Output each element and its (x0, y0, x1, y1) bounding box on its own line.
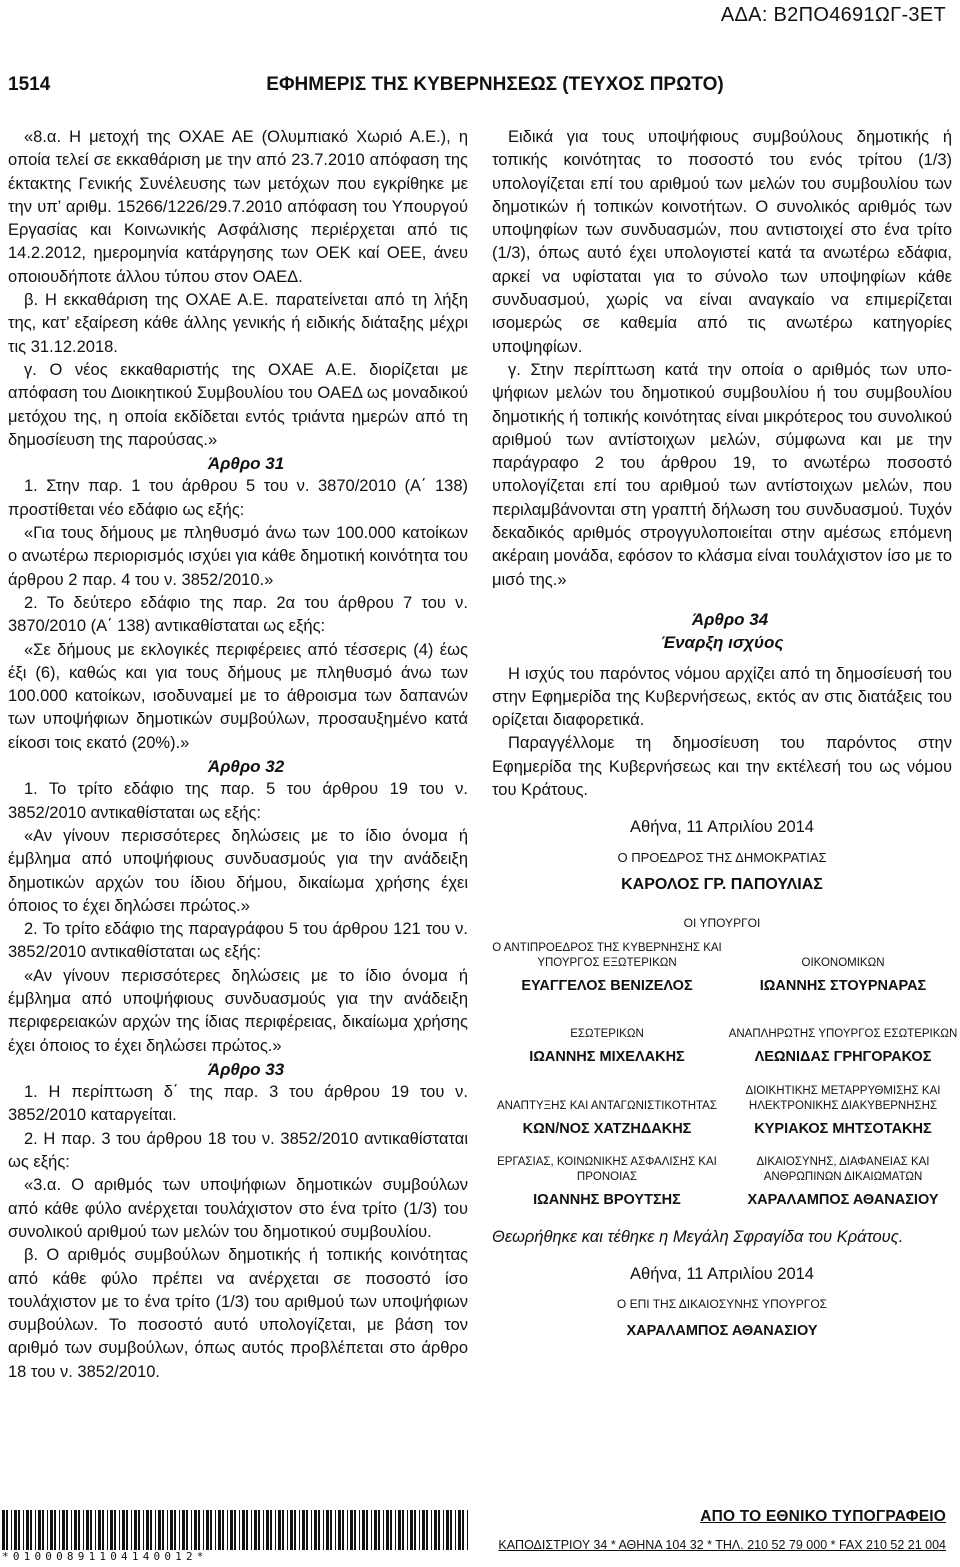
barcode-bar (182, 1510, 185, 1550)
barcode-bar (26, 1510, 29, 1550)
barcode-bar (78, 1510, 80, 1550)
seal-date: Αθήνα, 11 Απριλίου 2014 (630, 1265, 814, 1284)
barcode-bar (455, 1510, 456, 1550)
barcode-bar (266, 1510, 269, 1550)
barcode-bar (443, 1510, 444, 1550)
barcode-bar (38, 1510, 41, 1550)
minister-signature (728, 1155, 958, 1212)
barcode-bar (23, 1510, 24, 1550)
minister-role: ΟΙΚΟΝΟΜΙΚΩΝ (801, 956, 885, 969)
article-heading: Άρθρο 32 (207, 757, 285, 777)
minister-name: ΙΩΑΝΝΗΣ ΒΡΟΥΤΣΗΣ (533, 1191, 681, 1208)
barcode-bar (294, 1510, 296, 1550)
barcode-bar (134, 1510, 137, 1550)
barcode-bar (138, 1510, 140, 1550)
barcode-bar (11, 1510, 12, 1550)
barcode-bar (270, 1510, 272, 1550)
barcode-bar (179, 1510, 180, 1550)
barcode-bar (290, 1510, 293, 1550)
left-column (8, 126, 468, 1384)
page-header (0, 74, 960, 108)
barcode-bar (254, 1510, 257, 1550)
barcode-bar (74, 1510, 77, 1550)
barcode-bar (239, 1510, 240, 1550)
publisher-name: ΑΠΟ ΤΟ ΕΘΝΙΚΟ ΤΥΠΟΓΡΑΦΕΙΟ (700, 1508, 946, 1525)
barcode-bar (275, 1510, 276, 1550)
barcode-bar (330, 1510, 332, 1550)
barcode-bar (210, 1510, 212, 1550)
barcode-bar (342, 1510, 344, 1550)
minister-role: ΑΝΑΠΛΗΡΩΤΗΣ ΥΠΟΥΡΓΟΣ ΕΣΩΤΕΡΙΚΩΝ (728, 1028, 958, 1041)
barcode-bar (227, 1510, 228, 1550)
ministers-heading: ΟΙ ΥΠΟΥΡΓΟΙ (683, 915, 761, 930)
minister-role: ΔΙΚΑΙΟΣΥΝΗΣ, ΔΙΑΦΑΝΕΙΑΣ ΚΑΙ ΑΝΘΡΩΠΙΝΩΝ ΔΙΚΑΙΩΜΑΤΩΝ (756, 1155, 930, 1183)
paragraph: Η ισχύς του παρόντος νόμου αρχίζει από τη δημοσίευσή του στην Εφημερίδα της Κυβερνήσεως, εκτός αν στις διατάξεις του ορίζεται διαφορετικά. (492, 664, 952, 730)
paragraph: «Σε δήμους με εκλογικές περιφέρειες από τέσσερις (4) έως έξι (6), καθώς και για τους δήμους με πληθυσμό άνω των 100.000 κατοίκων, ισοδυναμεί με το άθροισμα των δαπανών των υποψήφιων δημοτικών συμβούλων, προσαυξημένο κατά είκοσι τοις εκατό (20%).» (8, 640, 468, 752)
barcode-number: *01000891104140012* (2, 1550, 208, 1563)
barcode-bar (458, 1510, 461, 1550)
barcode-bar (395, 1510, 396, 1550)
paragraph: Ειδικά για τους υποψήφιους συμβούλους δημοτικής ή τοπικής κοινότητας το ποσοστό του ενός τρίτου (1/3) υπολογίζεται επί του αριθμού των μελών του συμβουλίου των δημοτικών ή τοπικών κοινοτήτων. Ο συνολικός αριθμός των υποψηφίων των συνδυασμών, που αντιστοιχεί στο ένα τρίτο (1/3), όπως αυτό έχει υπολογιστεί κατά τα ανωτέρω εδάφια, αρκεί να υφίσταται για το σύνολο των υποψηφίων κάθε συνδυασμού, χωρίς να είναι αναγκαίο να επιμερίζεται ισομερώς σε καθεμία από τις ανωτέρω κατηγορίες υποψηφίων. (492, 128, 952, 356)
barcode-bar (98, 1510, 101, 1550)
barcode-bar (318, 1510, 320, 1550)
paragraph: 1. Στην παρ. 1 του άρθρου 5 του ν. 3870/2010 (Α΄ 138) προστίθεται νέο εδάφιο ως εξής: (8, 477, 468, 519)
article-title: Έναρξη ισχύος (660, 633, 784, 653)
paragraph: «Αν γίνουν περισσότερες δηλώσεις με το ίδιο όνομα ή έμβλημα από υποψήφιους συνδυασμούς για την ανάδειξη δημοτικών αρχών του ίδιου δήμου, δικαίωμα χρήσης έχει όποιος το έχει δηλώσει πρώτος.» (8, 826, 468, 915)
publisher-address: ΚΑΠΟΔΙΣΤΡΙΟΥ 34 * ΑΘΗΝΑ 104 32 * ΤΗΛ. 210 52 79 000 * FAX 210 52 21 004 (498, 1538, 946, 1552)
barcode-bar (354, 1510, 356, 1550)
minister-role: ΔΙΟΙΚΗΤΙΚΗΣ ΜΕΤΑΡΡΥΘΜΙΣΗΣ ΚΑΙ ΗΛΕΚΤΡΟΝΙΚΗΣ ΔΙΑΚΥΒΕΡΝΗΣΗΣ (745, 1084, 941, 1112)
president-name: ΚΑΡΟΛΟΣ ΓΡ. ΠΑΠΟΥΛΙΑΣ (621, 875, 823, 893)
ministers-grid (492, 941, 958, 1226)
barcode-bar (230, 1510, 233, 1550)
barcode-bar (278, 1510, 281, 1550)
barcode-bar (66, 1510, 68, 1550)
barcode-bar (366, 1510, 368, 1550)
barcode-bar (287, 1510, 288, 1550)
barcode-bar (30, 1510, 32, 1550)
barcode-bar (155, 1510, 156, 1550)
barcode-bar (326, 1510, 329, 1550)
barcode-bar (170, 1510, 173, 1550)
barcode-bar (398, 1510, 401, 1550)
minister-role: ΕΣΩΤΕΡΙΚΩΝ (570, 1028, 644, 1041)
barcode-bar (86, 1510, 89, 1550)
barcode-bar (102, 1510, 104, 1550)
page-number: 1514 (8, 74, 51, 95)
minister-name: ΧΑΡΑΛΑΜΠΟΣ ΑΘΑΝΑΣΙΟΥ (747, 1191, 939, 1208)
barcode-bar (374, 1510, 377, 1550)
barcode-bar (378, 1510, 380, 1550)
barcode-bar (371, 1510, 372, 1550)
barcode-bar (14, 1510, 17, 1550)
barcode-bar (47, 1510, 48, 1550)
president-title: Ο ΠΡΟΕΔΡΟΣ ΤΗΣ ΔΗΜΟΚΡΑΤΙΑΣ (617, 849, 827, 865)
barcode-bar (251, 1510, 252, 1550)
barcode-bar (314, 1510, 317, 1550)
minister-signature (728, 1012, 958, 1069)
article-heading: Άρθρο 33 (207, 1059, 285, 1079)
barcode-bar (386, 1510, 389, 1550)
barcode-bar (158, 1510, 161, 1550)
paragraph: 2. Το τρίτο εδάφιο της παραγράφου 5 του άρθρου 121 του ν. 3852/2010 αντικαθίσταται ως εξής: (8, 920, 468, 962)
minister-role: Ο ΑΝΤΙΠΡΟΕΔΡΟΣ ΤΗΣ ΚΥΒΕΡΝΗΣΗΣ ΚΑΙ ΥΠΟΥΡΓΟΣ ΕΞΩΤΕΡΙΚΩΝ (492, 941, 722, 969)
barcode-bar (203, 1510, 204, 1550)
right-column (492, 126, 958, 1363)
barcode-bar (222, 1510, 224, 1550)
barcode-bar (306, 1510, 308, 1550)
barcode-bar (383, 1510, 384, 1550)
barcode-bar (419, 1510, 420, 1550)
barcode-bar (110, 1510, 113, 1550)
barcode-bar (390, 1510, 392, 1550)
barcode-bar (143, 1510, 144, 1550)
barcode-bar (95, 1510, 96, 1550)
barcode-bar (434, 1510, 437, 1550)
barcode-bar (35, 1510, 36, 1550)
barcode-bar (467, 1510, 468, 1550)
barcode-bar (122, 1510, 125, 1550)
minister-signature (492, 941, 722, 998)
barcode-bar (54, 1510, 56, 1550)
barcode-bar (407, 1510, 408, 1550)
barcode-bar (414, 1510, 416, 1550)
barcode-bar (191, 1510, 192, 1550)
barcode-bar (198, 1510, 200, 1550)
signing-date: Αθήνα, 11 Απριλίου 2014 (630, 818, 814, 837)
paragraph: β. Ο αριθμός συμβούλων δημοτικής ή τοπικής κοινότητας από κάθε φύλο πρέπει να ανέρχεται σε ποσοστό ίσο τουλάχιστον με το ένα τρίτο (1/3) του αριθμού των υποψήφιων συμβούλων. Το ποσοστό αυτό υπολογίζεται, με βάση τον αριθμό των συμβούλων, όπως αυτός προβλέπεται στο άρθρο 18 του ν. 3852/2010. (8, 1246, 468, 1381)
barcode-bar (59, 1510, 60, 1550)
minister-role: ΑΝΑΠΤΥΞΗΣ ΚΑΙ ΑΝΤΑΓΩΝΙΣΤΙΚΟΤΗΤΑΣ (497, 1099, 717, 1112)
barcode-bar (338, 1510, 341, 1550)
paragraph: 1. Η περίπτωση δ΄ της παρ. 3 του άρθρου 19 του ν. 3852/2010 καταργείται. (8, 1083, 468, 1125)
article-heading: Άρθρο 31 (207, 454, 285, 474)
barcode-bar (215, 1510, 216, 1550)
barcode-bar (50, 1510, 53, 1550)
justice-minister-title: Ο ΕΠΙ ΤΗΣ ΔΙΚΑΙΟΣΥΝΗΣ ΥΠΟΥΡΓΟΣ (616, 1296, 828, 1311)
minister-signature (492, 1155, 722, 1212)
minister-signature (728, 1084, 958, 1141)
paragraph: γ. Στην περίπτωση κατά την οποία ο αριθμός των υποψήφιων μελών του δημοτικού συμβουλίου ή του συμβουλίου δημοτικής ή τοπικής κοινότητας είναι μικρότερος του συνολικού αριθμού των αντίστοιχων μελών, σύμφωνα και με την παράγραφο 2 του άρθρου 19, το ανωτέρω ποσοστό υπολογίζεται επί του αριθμού των αντίστοιχων μελών, που περιλαμβάνονται στη γραπτή δήλωση του συνδυασμού. Τυχόν δεκαδικός αριθμός στρογγυλοποιείται στην αμέσως επόμενη ακέραιη μονάδα, εφόσον το κλάσμα είναι τουλάχιστον ίσο με το μισό της.» (492, 360, 952, 589)
barcode-bar (174, 1510, 176, 1550)
barcode-bar (299, 1510, 300, 1550)
article-heading: Άρθρο 34 (691, 609, 769, 629)
barcode-bar (311, 1510, 312, 1550)
barcode-bar (246, 1510, 248, 1550)
paragraph: 1. Το τρίτο εδάφιο της παρ. 5 του άρθρου 19 του ν. 3852/2010 αντικαθίσταται ως εξής: (8, 780, 468, 822)
barcode-bar (362, 1510, 365, 1550)
barcode-bar (194, 1510, 197, 1550)
barcode-bar (302, 1510, 305, 1550)
barcode-bar (402, 1510, 404, 1550)
minister-name: ΚΩΝ/ΝΟΣ ΧΑΤΖΗΔΑΚΗΣ (522, 1120, 692, 1137)
paragraph: «3.α. Ο αριθμός των υποψήφιων δημοτικών συμβούλων από κάθε φύλο ανέρχεται τουλάχιστον στο ένα τρίτο (1/3) του συνολικού αριθμού των μελών του δημοτικού συμβουλίου. (8, 1176, 468, 1241)
barcode-bar (263, 1510, 264, 1550)
paragraph: 2. Η παρ. 3 του άρθρου 18 του ν. 3852/2010 αντικαθίσταται ως εξής: (8, 1129, 468, 1172)
barcode-bar (90, 1510, 92, 1550)
barcode-bar (42, 1510, 44, 1550)
paragraph: β. Η εκκαθάριση της ΟΧΑΕ Α.Ε. παρατείνεται από τη λήξη της, κατ’ εξαίρεση κάθε άλλης γενικής ή ειδικής διάταξης μέχρι τις 31.12.2018. (8, 291, 468, 356)
paragraph: γ. Ο νέος εκκαθαριστής της ΟΧΑΕ Α.Ε. διορίζεται με απόφαση του Διοικητικού Συμβουλίου του ΟΑΕΔ ως μοναδικού μετόχου της, η οποία εκδίδεται εντός τριάντα ημερών από τη δημοσίευση της παρούσας.» (8, 360, 468, 449)
minister-role: ΕΡΓΑΣΙΑΣ, ΚΟΙΝΩΝΙΚΗΣ ΑΣΦΑΛΙΣΗΣ ΚΑΙ ΠΡΟΝΟΙΑΣ (497, 1155, 717, 1183)
barcode (2, 1510, 472, 1550)
barcode-bar (350, 1510, 353, 1550)
minister-name: ΛΕΩΝΙΔΑΣ ΓΡΗΓΟΡΑΚΟΣ (754, 1049, 932, 1066)
barcode-bar (438, 1510, 440, 1550)
barcode-bar (422, 1510, 425, 1550)
barcode-bar (18, 1510, 20, 1550)
barcode-bar (83, 1510, 84, 1550)
barcode-bar (450, 1510, 452, 1550)
barcode-bar (462, 1510, 464, 1550)
justice-minister-name: ΧΑΡΑΛΑΜΠΟΣ ΑΘΑΝΑΣΙΟΥ (626, 1322, 818, 1339)
barcode-bar (359, 1510, 360, 1550)
paragraph: «Για τους δήμους με πληθυσμό άνω των 100.000 κατοίκων ο ανωτέρω περιορισμός ισχύει για κάθε δημοτική κοινότητα του άρθρου 2 παρ. 4 του ν. 3852/2010.» (8, 524, 468, 589)
gazette-title: ΕΦΗΜΕΡΙΣ ΤΗΣ ΚΥΒΕΡΝΗΣΕΩΣ (ΤΕΥΧΟΣ ΠΡΩΤΟ) (266, 74, 724, 95)
barcode-bar (410, 1510, 413, 1550)
barcode-bar (167, 1510, 168, 1550)
ada-code: ΑΔΑ: Β2ΠΟ4691ΩΓ-3ΕΤ (720, 4, 946, 26)
minister-name: ΙΩΑΝΝΗΣ ΜΙΧΕΛΑΚΗΣ (529, 1049, 685, 1066)
barcode-bar (242, 1510, 245, 1550)
barcode-bar (234, 1510, 236, 1550)
barcode-bar (162, 1510, 164, 1550)
barcode-bar (258, 1510, 260, 1550)
minister-signature (728, 941, 958, 998)
paragraph: «8.α. Η μετοχή της ΟΧΑΕ ΑΕ (Ολυμπιακό Χωριό Α.Ε.), η οποία τελεί σε εκκαθάριση με την από 23.7.2010 απόφαση της έκτακτης Γενικής Συνέλευσης των μετόχων που εγκρίθηκε με την υπ’ αριθμ. 15266/1226/29.7.2010 απόφαση του Υπουργού Εργασίας και Κοινωνικής Ασφάλισης περιέρχεται από τις 14.2.2012, ημερομηνία κατάργησης των ΟΕΚ καί ΟΕΕ, άνευ οποιουδήποτε άλλου τύπου στον ΟΑΕΔ. (8, 128, 468, 286)
paragraph: 2. Το δεύτερο εδάφιο της παρ. 2α του άρθρου 7 του ν. 3870/2010 (Α΄ 138) αντικαθίσταται ως εξής: (8, 593, 468, 636)
barcode-bar (2, 1510, 5, 1550)
barcode-bar (347, 1510, 348, 1550)
minister-signature (492, 1084, 722, 1141)
minister-signature (492, 1012, 722, 1069)
barcode-bar (126, 1510, 128, 1550)
minister-name: ΚΥΡΙΑΚΟΣ ΜΗΤΣΟΤΑΚΗΣ (754, 1120, 932, 1137)
barcode-bar (71, 1510, 72, 1550)
minister-name: ΕΥΑΓΓΕΛΟΣ ΒΕΝΙΖΕΛΟΣ (521, 977, 693, 994)
barcode-bar (446, 1510, 449, 1550)
paragraph: Παραγγέλλομε τη δημοσίευση του παρόντος στην Εφημερίδα της Κυβερνήσεως και την εκτέλεσή του ως νόμου του Κράτους. (492, 734, 952, 800)
barcode-bar (431, 1510, 432, 1550)
barcode-bar (150, 1510, 152, 1550)
barcode-bar (186, 1510, 188, 1550)
barcode-bar (131, 1510, 132, 1550)
barcode-bar (323, 1510, 324, 1550)
minister-name: ΙΩΑΝΝΗΣ ΣΤΟΥΡΝΑΡΑΣ (759, 977, 927, 994)
barcode-bar (62, 1510, 65, 1550)
barcode-bar (282, 1510, 284, 1550)
seal-statement: Θεωρήθηκε και τέθηκε η Μεγάλη Σφραγίδα του Κράτους. (492, 1228, 904, 1247)
barcode-bar (119, 1510, 120, 1550)
barcode-bar (114, 1510, 116, 1550)
barcode-bar (146, 1510, 149, 1550)
paragraph: «Αν γίνουν περισσότερες δηλώσεις με το ίδιο όνομα ή έμβλημα από υποψήφιους συνδυασμούς για την ανάδειξη περιφερειακών αρχών της ίδιας περιφέρειας, δικαίωμα χρήσης έχει όποιος το έχει δηλώσει πρώτος.» (8, 966, 468, 1055)
barcode-bar (426, 1510, 428, 1550)
barcode-bar (218, 1510, 221, 1550)
barcode-bar (206, 1510, 209, 1550)
barcode-bar (107, 1510, 108, 1550)
barcode-bar (335, 1510, 336, 1550)
barcode-bar (6, 1510, 8, 1550)
